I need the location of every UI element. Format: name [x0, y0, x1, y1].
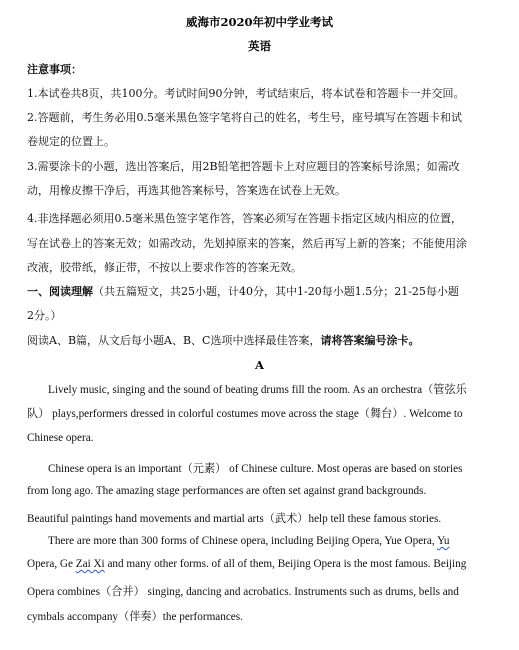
passage-line-1: Lively music, singing and the sound of beating drums fill the room. As an orchestra（管弦乐: [48, 384, 467, 396]
notice-line-2: 2.答题前，考生务必用0.5毫米黑色签字笔将自己的姓名，考生号，座号填写在答题卡和试: [27, 111, 462, 124]
passage-line-8: [27, 558, 497, 570]
passage-line-4: Chinese opera is an important（元素） of Chinese culture. Most operas are based on stories: [48, 463, 463, 475]
instruction-text: 阅读A、B篇，从文后每小题A、B、C选项中选择最佳答案，: [27, 334, 321, 347]
passage-line-5: from long ago. The amazing stage performances are often set against grand backgrounds.: [27, 485, 427, 497]
notice-line-6: 4.非选择题必须用0.5毫米黑色签字笔作答，答案必须写在答题卡指定区域内相应的位置，: [27, 212, 462, 225]
notice-heading: 注意事项：: [27, 63, 82, 76]
exam-title: 威海市2020年初中学业考试: [185, 15, 333, 29]
passage-line-8-start: Opera, Ge: [27, 558, 73, 570]
passage-line-8-rest: and many other forms. of all of them, Beijing Opera is the most famous. Beijing: [107, 558, 467, 570]
passage-line-10: cymbals accompany（伴奏）the performances.: [27, 611, 243, 623]
passage-line-7: [48, 535, 497, 547]
section-heading-detail: （共五篇短文，共25小题，计40分，其中1-20每小题1.5分；21-25每小题: [93, 285, 459, 298]
spell-underline-yu: Yu: [437, 535, 450, 547]
passage-line-6: Beautiful paintings hand movements and martial arts（武术）help tell these famous stories.: [27, 513, 442, 525]
passage-line-3: Chinese opera.: [27, 432, 94, 444]
notice-line-8: 改液，胶带纸，修正带，不按以上要求作答的答案无效。: [27, 261, 302, 274]
passage-label: A: [255, 358, 264, 372]
section-heading-label: 一、阅读理解: [27, 285, 93, 298]
notice-line-4: 3.需要涂卡的小题，选出答案后，用2B铅笔把答题卡上对应题目的答案标号涂黑；如需改: [27, 160, 460, 173]
spell-underline-zaixi: Zai Xi: [75, 558, 105, 570]
instruction-emphasis: 请将答案编号涂卡。: [320, 334, 420, 347]
notice-line-5: 动，用橡皮擦干净后，再选其他答案标号，答案选在试卷上无效。: [27, 184, 346, 197]
section-heading: [27, 283, 493, 299]
section-instruction: [27, 332, 493, 348]
notice-line-1: 1.本试卷共8页，共100分。考试时间90分钟，考试结束后，将本试卷和答题卡一并交回。: [27, 87, 465, 100]
passage-line-7-text: There are more than 300 forms of Chinese opera, including Beijing Opera, Yue Opera,: [48, 535, 435, 547]
notice-line-7: 写在试卷上的答案无效；如需改动，先划掉原来的答案，然后再写上新的答案；不能使用涂: [27, 237, 467, 250]
passage-line-9: Opera combines（合并） singing, dancing and acrobatics. Instruments such as drums, bells and: [27, 586, 459, 598]
subject-title: 英语: [248, 39, 271, 53]
notice-line-3: 卷规定的位置上。: [27, 135, 115, 148]
passage-line-2: 队） plays,performers dressed in colorful costumes move across the stage（舞台）. Welcome to: [27, 408, 463, 420]
section-heading-line2: 2分。）: [27, 309, 62, 322]
